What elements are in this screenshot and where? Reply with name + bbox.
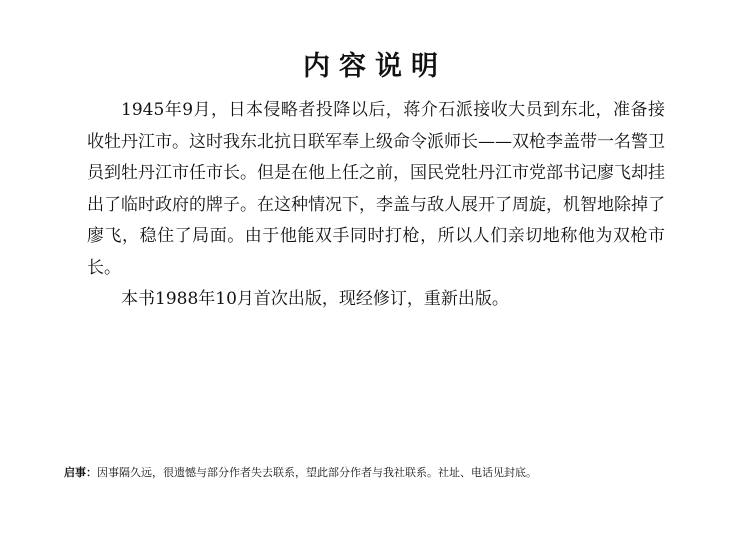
summary-paragraph: 1945年9月，日本侵略者投降以后，蒋介石派接收大员到东北，准备接收牡丹江市。这时我东北抗日联军奉上级命令派师长——双枪李盖带一名警卫员到牡丹江市任市长。但是在他上任之前，国民党牡丹江市党部书记廖飞却挂出了临时政府的牌子。在这种情况下，李盖与敌人展开了周旋，机智地除掉了廖飞，稳住了局面。由于他能双手同时打枪，所以人们亲切地称他为双枪市长。 bbox=[87, 100, 665, 278]
notice-text: 因事隔久远，很遗憾与部分作者失去联系，望此部分作者与我社联系。社址、电话见封底。 bbox=[97, 466, 537, 479]
publication-note-paragraph: 本书1988年10月首次出版，现经修订，重新出版。 bbox=[121, 289, 509, 309]
notice-label: 启事： bbox=[64, 466, 97, 479]
document-title: 内容说明 bbox=[303, 51, 447, 82]
notice bbox=[64, 465, 704, 481]
content-body bbox=[87, 95, 665, 316]
